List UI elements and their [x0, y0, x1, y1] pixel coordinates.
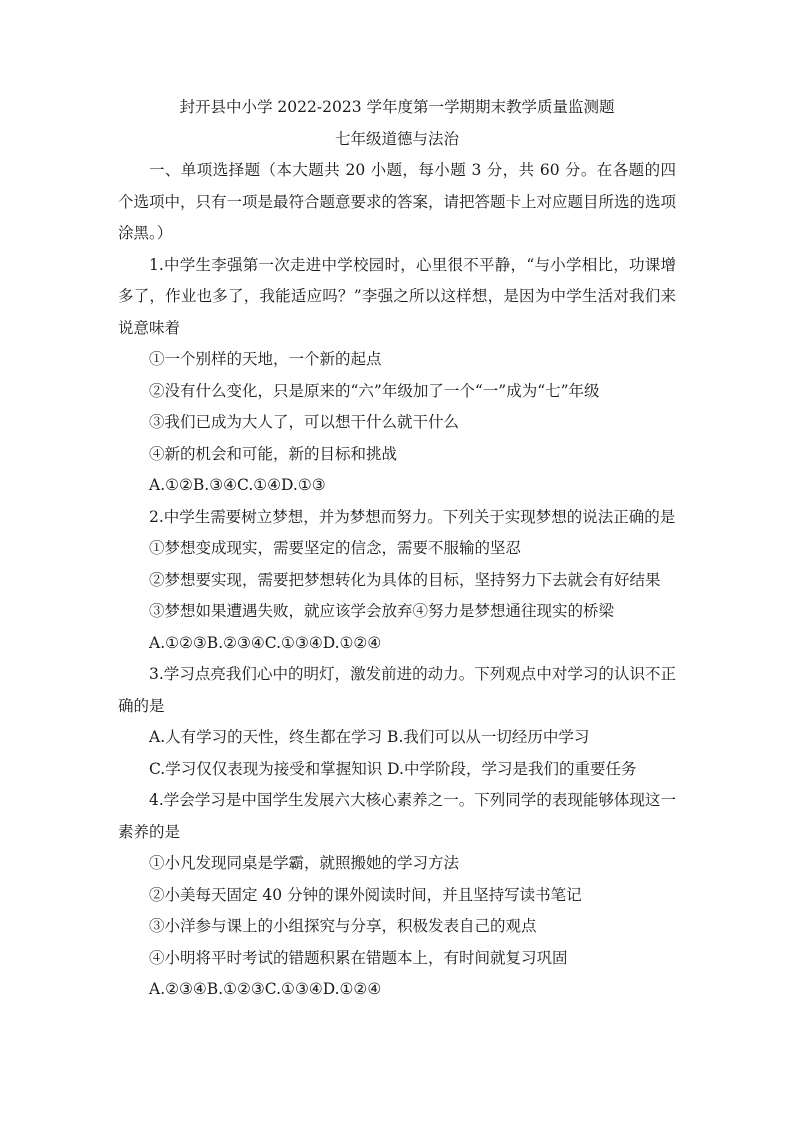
question-stem: 3.学习点亮我们心中的明灯，激发前进的动力。下列观点中对学习的认识不正确的是 — [118, 665, 676, 715]
question-4 — [118, 785, 676, 1006]
option-line: ②小美每天固定 40 分钟的课外阅读时间，并且坚持写读书笔记 — [149, 885, 582, 904]
option-line: ③小洋参与课上的小组探究与分享，积极发表自己的观点 — [149, 917, 537, 935]
option-line: ④小明将平时考试的错题积累在错题本上，有时间就复习巩固 — [149, 948, 568, 967]
question-2 — [118, 502, 676, 660]
answer-choices: A.②③④B.①②③C.①③④D.①②④ — [149, 980, 382, 998]
option-line: ①一个别样的天地，一个新的起点 — [149, 350, 382, 368]
answer-choices: A.人有学习的天性，终生都在学习 B.我们可以从一切经历中学习 — [149, 728, 590, 746]
option-line: ②梦想要实现，需要把梦想转化为具体的目标，坚持努力下去就会有好结果 — [149, 570, 661, 589]
answer-choices: A.①②③B.②③④C.①③④D.①②④ — [149, 633, 382, 652]
option-line: ②没有什么变化，只是原来的“六”年级加了一个“一”成为“七”年级 — [149, 381, 600, 400]
question-stem: 1.中学生李强第一次走进中学校园时，心里很不平静，“与小学相比，功课增多了，作业也多了，我能适应吗？”李强之所以这样想，是因为中学生活对我们来说意味着 — [118, 255, 676, 337]
option-line: ③梦想如果遭遇失败，就应该学会放弃④努力是梦想通往现实的桥梁 — [149, 602, 615, 620]
option-line: ①小凡发现同桌是学霸，就照搬她的学习方法 — [149, 854, 460, 872]
option-line: ①梦想变成现实，需要坚定的信念，需要不服输的坚忍 — [149, 539, 522, 557]
option-line: ③我们已成为大人了，可以想干什么就干什么 — [149, 413, 460, 431]
question-stem: 2.中学生需要树立梦想，并为梦想而努力。下列关于实现梦想的说法正确的是 — [149, 507, 676, 526]
exam-title: 封开县中小学 2022-2023 学年度第一学期期末教学质量监测题 — [179, 98, 615, 116]
section-instructions: 一、单项选择题（本大题共 20 小题，每小题 3 分，共 60 分。在各题的四个选项中，只有一项是最符合题意要求的答案，请把答题卡上对应题目所选的选项涂黑。） — [118, 161, 677, 242]
question-3 — [118, 659, 676, 785]
answer-choices: C.学习仅仅表现为接受和掌握知识 D.中学阶段，学习是我们的重要任务 — [149, 759, 637, 778]
answer-choices: A.①②B.③④C.①④D.①③ — [149, 476, 326, 494]
question-stem: 4.学会学习是中国学生发展六大核心素养之一。下列同学的表现能够体现这一素养的是 — [118, 791, 676, 841]
exam-subtitle: 七年级道德与法治 — [334, 130, 459, 148]
question-1 — [118, 250, 676, 502]
option-line: ④新的机会和可能，新的目标和挑战 — [149, 444, 398, 463]
exam-content — [118, 155, 676, 1006]
